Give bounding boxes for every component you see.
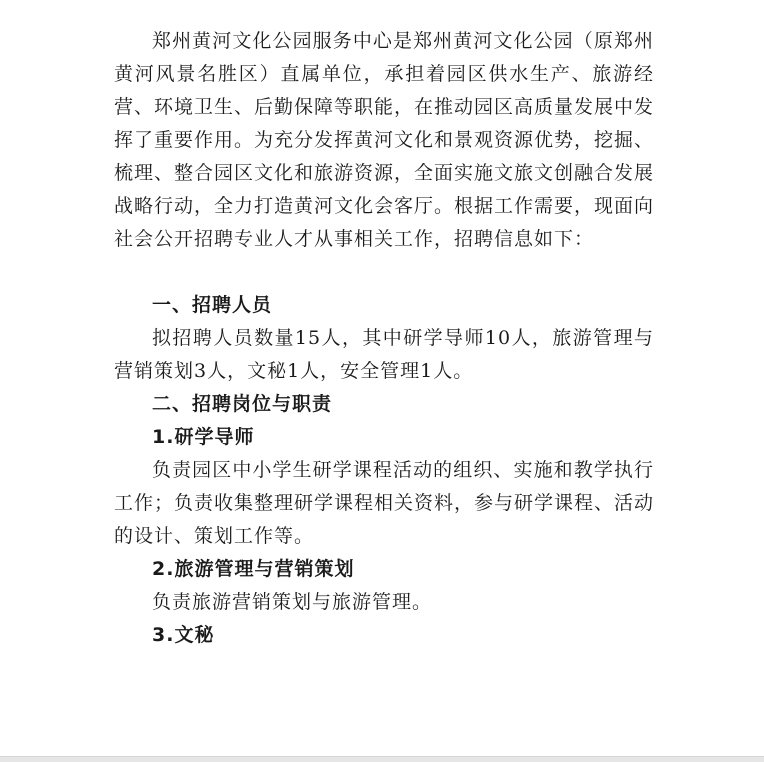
position-title-study-tutor: 1.研学导师	[152, 426, 255, 448]
recruitment-staff-paragraph: 拟招聘人员数量15人，其中研学导师10人，旅游管理与营销策划3人，文秘1人，安全管理1人。	[114, 327, 654, 382]
viewer-bottom-bar	[0, 756, 764, 762]
section-heading-positions-duties: 二、招聘岗位与职责	[152, 393, 333, 415]
section-heading-recruitment-staff: 一、招聘人员	[152, 294, 273, 316]
position-body-tourism-marketing: 负责旅游营销策划与旅游管理。	[152, 591, 433, 613]
document-content	[114, 25, 654, 652]
position-title-secretary: 3.文秘	[152, 624, 215, 646]
position-body-study-tutor: 负责园区中小学生研学课程活动的组织、实施和教学执行工作；负责收集整理研学课程相关资料，参与研学课程、活动的设计、策划工作等。	[114, 459, 654, 547]
intro-paragraph: 郑州黄河文化公园服务中心是郑州黄河文化公园（原郑州黄河风景名胜区）直属单位，承担着园区供水生产、旅游经营、环境卫生、后勤保障等职能，在推动园区高质量发展中发挥了重要作用。为充分发挥黄河文化和景观资源优势，挖掘、梳理、整合园区文化和旅游资源，全面实施文旅文创融合发展战略行动，全力打造黄河文化会客厅。根据工作需要，现面向社会公开招聘专业人才从事相关工作，招聘信息如下：	[114, 30, 654, 250]
position-title-tourism-marketing: 2.旅游管理与营销策划	[152, 558, 355, 580]
